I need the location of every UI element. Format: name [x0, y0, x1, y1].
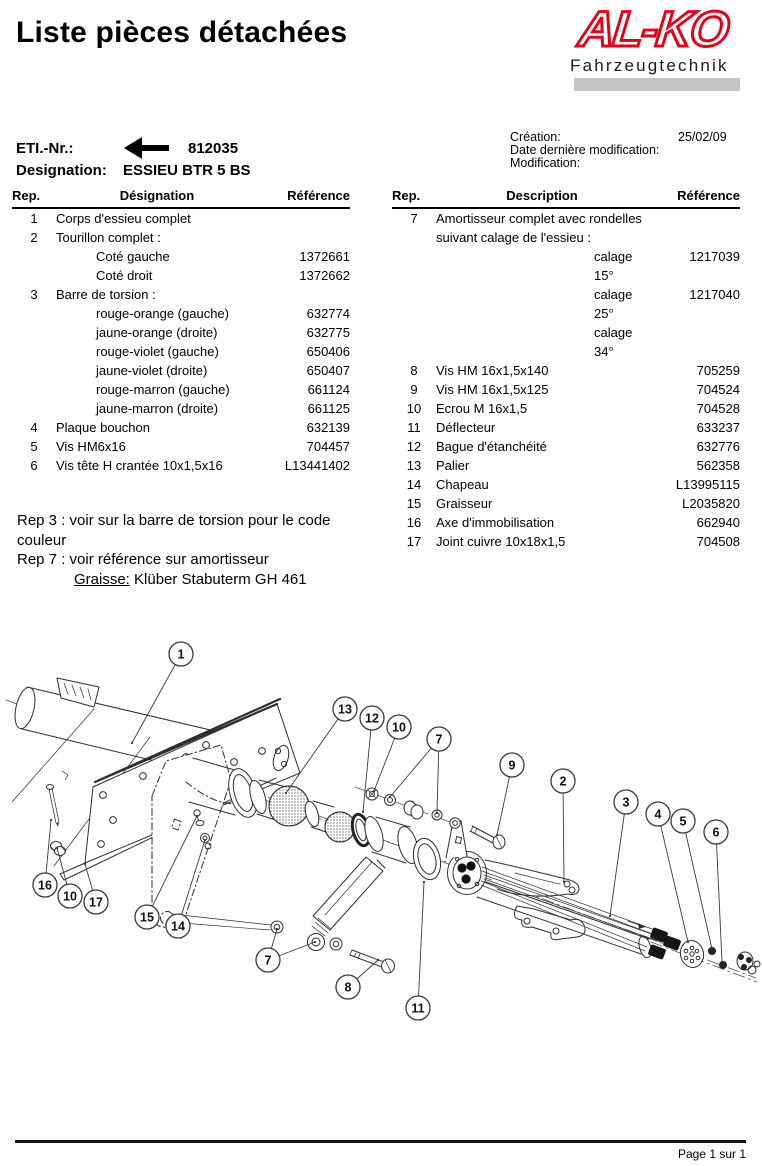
leader-dot — [276, 928, 278, 930]
crank-hub — [448, 852, 487, 895]
table-row: rouge-marron (gauche) 661124 — [96, 382, 350, 397]
callout-label: 1 — [177, 647, 185, 662]
page-number: Page 1 sur 1 — [677, 1147, 746, 1161]
leader-dot — [285, 792, 287, 794]
table-row: 1 Corps d'essieu complet — [30, 211, 191, 226]
table-row: 6 Vis tête H crantée 10x1,5x16 L13441402 — [30, 458, 350, 473]
table-row: rouge-orange (gauche) 632774 — [96, 306, 350, 321]
bolt-8 — [350, 950, 395, 973]
leader-dot — [196, 815, 198, 817]
table-row: jaune-violet (droite) 650407 — [96, 363, 350, 378]
footer-rule — [15, 1140, 746, 1143]
leader-line — [286, 709, 345, 793]
table-header — [392, 188, 740, 209]
shock-mount-tower — [446, 818, 467, 858]
shock-absorber — [308, 857, 386, 951]
modif-label: Modification: — [510, 156, 581, 170]
leader-dot — [50, 819, 52, 821]
parts-table-left — [12, 188, 350, 475]
alko-logo — [558, 2, 758, 94]
callout-label: 10 — [392, 720, 406, 735]
bearing — [247, 779, 309, 826]
leader-dot — [131, 742, 133, 744]
note-rep3: Rep 3 : voir sur la barre de torsion pour le code couleur — [17, 512, 331, 549]
table-row: calage 25° 1217040 — [594, 287, 740, 321]
callout-label: 3 — [622, 795, 630, 810]
leader-dot — [496, 834, 498, 836]
table-row: 12 Bague d'étanchéité 632776 — [406, 439, 740, 454]
table-row: 14 Chapeau L13995115 — [406, 477, 740, 492]
callout-label: 2 — [559, 774, 567, 789]
leader-dot — [711, 948, 713, 950]
eti-label: ETI.-Nr.: — [16, 140, 74, 157]
table-row: Coté droit 1372662 — [96, 268, 350, 283]
axle-icon — [123, 136, 171, 164]
nut-10-right — [366, 788, 378, 800]
leader-dot — [373, 790, 375, 792]
leader-line — [563, 781, 564, 882]
leader-dot — [687, 941, 689, 943]
callout-label: 14 — [171, 919, 185, 934]
table-row: 2 Tourillon complet : — [30, 230, 161, 245]
table-row: 17 Joint cuivre 10x18x1,5 704508 — [406, 534, 740, 549]
bolt-9 — [470, 826, 505, 849]
callout-label: 12 — [365, 711, 379, 726]
end-plate — [678, 938, 706, 969]
table-row: 3 Barre de torsion : — [30, 287, 156, 302]
callout-label: 9 — [508, 758, 516, 773]
table-row: jaune-marron (droite) 661125 — [96, 401, 350, 416]
pin-16 — [47, 771, 69, 827]
table-row: 7 Amortisseur complet avec rondelles — [410, 211, 642, 226]
col-designation: Désignation — [119, 188, 195, 203]
table-row: 9 Vis HM 16x1,5x125 704524 — [410, 382, 740, 397]
alko-subtitle-text: Fahrzeugtechnik — [570, 56, 729, 75]
col-rep: Rep. — [12, 188, 41, 203]
eti-value: 812035 — [188, 140, 239, 157]
callout-label: 5 — [679, 814, 687, 829]
leader-line — [716, 832, 722, 962]
note-grease: Graisse: Klüber Stabuterm GH 461 — [74, 570, 307, 588]
callout-label: 8 — [344, 980, 352, 995]
callout-label: 13 — [338, 702, 352, 717]
revision-block — [510, 130, 727, 170]
table-row: 13 Palier 562358 — [406, 458, 740, 473]
exploded-diagram — [0, 630, 762, 1090]
table-row: suivant calage de l'essieu : — [436, 230, 591, 245]
leader-dot — [609, 915, 611, 917]
creation-label: Création: — [510, 130, 561, 144]
callout-label: 11 — [411, 1001, 425, 1016]
table-row: 8 Vis HM 16x1,5x140 705259 — [410, 363, 740, 378]
page-title: Liste pièces détachées — [16, 16, 348, 49]
alko-brand-text: AL-KO — [576, 2, 731, 57]
table-row: rouge-violet (gauche) 650406 — [96, 344, 350, 359]
bush — [361, 814, 422, 865]
col-description: Description — [506, 188, 578, 203]
logo-gray-bar — [574, 78, 740, 91]
splined-sleeve — [303, 800, 355, 842]
callout-label: 10 — [63, 889, 77, 904]
leader-dot — [314, 941, 316, 943]
table-row: 16 Axe d'immobilisation 662940 — [406, 515, 740, 530]
table-row: Coté gauche 1372661 — [96, 249, 350, 264]
table-row: jaune-orange (droite) 632775 — [96, 325, 350, 340]
leader-dot — [56, 847, 58, 849]
callout-label: 16 — [38, 878, 52, 893]
washers-7-top — [385, 795, 443, 821]
col-rep: Rep. — [392, 188, 421, 203]
designation-value: ESSIEU BTR 5 BS — [123, 162, 251, 179]
note-rep7: Rep 7 : voir référence sur amortisseur — [17, 551, 269, 568]
leader-dot — [423, 881, 425, 883]
leader-dot — [436, 812, 438, 814]
table-row: calage 15° 1217039 — [594, 249, 740, 283]
callout-label: 7 — [435, 732, 443, 747]
leader-line — [418, 882, 424, 1008]
creation-value: 25/02/09 — [678, 130, 727, 144]
callout-label: 15 — [140, 910, 154, 925]
table-row: 10 Ecrou M 16x1,5 704528 — [406, 401, 740, 416]
leader-line — [610, 802, 626, 916]
parts-table-right — [392, 188, 740, 551]
notes — [17, 511, 379, 589]
table-row: 4 Plaque bouchon 632139 — [30, 420, 350, 435]
leader-dot — [84, 863, 86, 865]
col-reference: Référence — [677, 188, 740, 203]
callout-label: 17 — [89, 895, 103, 910]
leader-dot — [204, 839, 206, 841]
table-header — [12, 188, 350, 209]
modif-date-label: Date dernière modification: — [510, 143, 660, 157]
designation-label: Designation: — [16, 162, 107, 179]
table-row: calage 34° — [594, 325, 633, 359]
col-reference: Référence — [287, 188, 350, 203]
callout-label: 4 — [654, 807, 662, 822]
swing-arm — [485, 860, 579, 896]
table-row: 11 Déflecteur 633237 — [407, 420, 740, 435]
leader-dot — [721, 961, 723, 963]
table-row: 15 Graisseur L2035820 — [406, 496, 740, 511]
callout-label: 6 — [712, 825, 720, 840]
leader-dot — [563, 881, 565, 883]
table-row: 5 Vis HM6x16 704457 — [30, 439, 350, 454]
callout-label: 7 — [264, 953, 272, 968]
leader-dot — [389, 796, 391, 798]
leader-dot — [377, 959, 379, 961]
leader-dot — [362, 811, 364, 813]
